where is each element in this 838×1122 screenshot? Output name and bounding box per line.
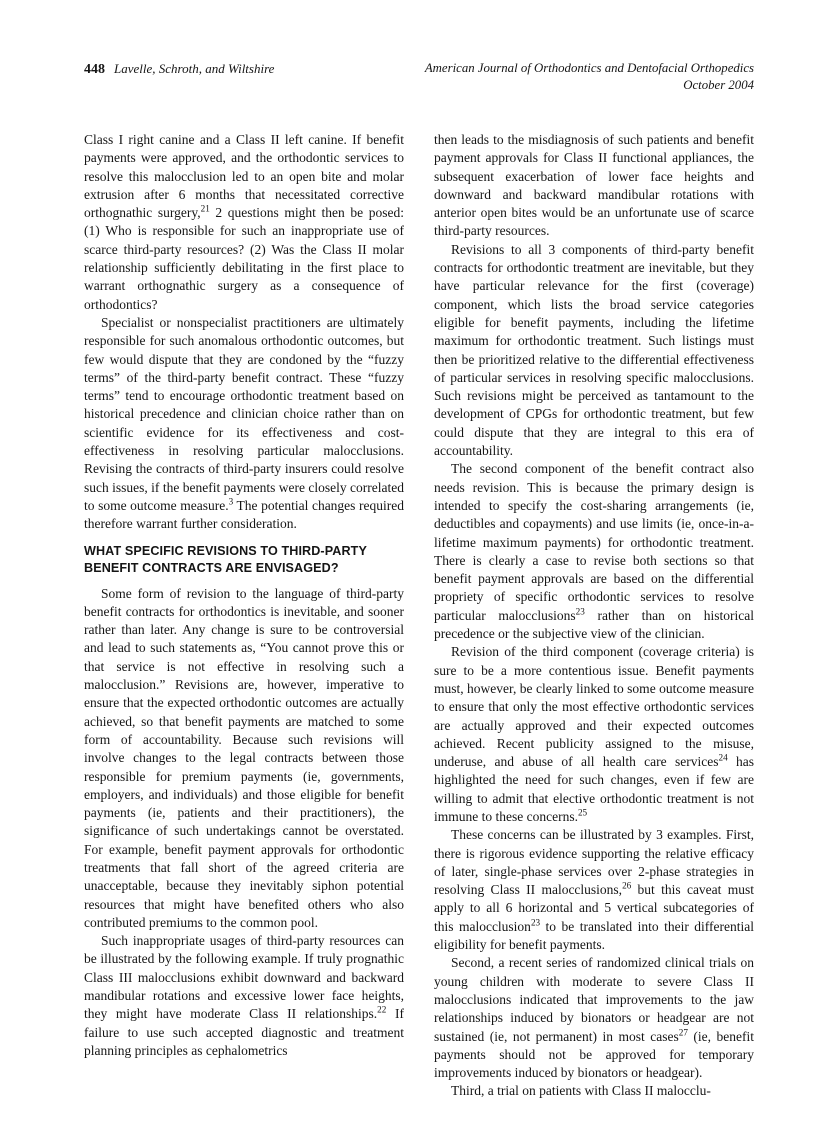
paragraph: The second component of the benefit contract also needs revision. This is because the primary design is intended to specify the cost-sharing arrangements (ie, deductibles and copayments) and use limits (ie, once-in-a-lifetime maximum payments) for orthodontic treatment. There is clearly a case to revise both sections so that benefit payment approvals are based on the differential propriety of specific orthodontic services to resolve particular malocclusions$^{23}$ rather than on historical precedence or the subjective view of the clinician.: [434, 461, 754, 642]
page-number: 448: [84, 62, 105, 77]
reference-superscript: 25: [577, 807, 588, 818]
journal-date: October 2004: [683, 78, 754, 92]
journal-name: American Journal of Orthodontics and Dentofacial Orthopedics: [424, 61, 754, 75]
reference-superscript: 21: [200, 203, 210, 214]
running-authors: Lavelle, Schroth, and Wiltshire: [114, 61, 275, 76]
paragraph: Class I right canine and a Class II left canine. If benefit payments were approved, and the orthodontic services to resolve this malocclusion led to an open bite and molar extrusion after 6 months that necessitated corrective orthognathic surgery,$^{21}$ 2 questions might then be posed: (1) Who is responsible for such an inappropriate use of scarce third-party resources? (2) Was the Class II molar relationship sufficiently debilitating in the first place to warrant orthognathic surgery as a consequence of orthodontics?: [84, 132, 405, 312]
paragraph: Some form of revision to the language of third-party benefit contracts for orthodontics is inevitable, and sooner rather than later. Any change is sure to be controversial and lead to such statements as, “You cannot prove this or that service is not effective in resolving such a malocclusion.” Revisions are, however, imperative to ensure that the expected orthodontic outcomes are actually achieved, so that benefit payments are matched to some form of accountability. Because such revisions will involve changes to the legal contracts between those responsible for premium payments (ie, governments, employers, and individuals) and those eligible for benefit payments (ie, patients and their practitioners), the significance of such undertakings cannot be overstated. For example, benefit payment approvals for orthodontic treatments that fall short of the agreed criteria are unacceptable, because they inevitably siphon potential resources that might have benefited others who also contributed premiums to the common pool.: [84, 585, 404, 930]
paragraph: Third, a trial on patients with Class II malocclu-: [451, 1083, 711, 1099]
article-body: [84, 131, 754, 1101]
right-column: [434, 131, 754, 1101]
reference-superscript: 26: [622, 880, 632, 891]
left-column: [84, 131, 404, 1101]
running-head-left: [84, 60, 274, 78]
running-head-right: [425, 60, 754, 94]
paragraph: Second, a recent series of randomized clinical trials on young children with moderate to severe Class II malocclusions indicated that improvements to the jaw relationships induced by bionators or headgear are not sustained (ie, not permanent) in most cases$^{27}$ (ie, benefit payments should not be approved for temporary improvements induced by bionators or headgear).: [434, 955, 754, 1081]
reference-superscript: 23: [530, 917, 541, 928]
paragraph: Revisions to all 3 components of third-party benefit contracts for orthodontic treatment are inevitable, but they have particular relevance for the first (coverage) component, which lists the broad service categories eligible for benefit payments, including the lifetime maximum for orthodontic treatment. Such listings must then be prioritized relative to the differential effectiveness of particular services in resolving specific malocclusions. Such revisions might be perceived as tantamount to the development of CPGs for orthodontic treatment, but few could dispute that they are integral to this era of accountability.: [434, 241, 754, 459]
reference-superscript: 27: [678, 1027, 688, 1038]
reference-superscript: 24: [718, 752, 728, 763]
paragraph: then leads to the misdiagnosis of such patients and benefit payment approvals for Class II functional appliances, the subsequent exacerbation of lower face heights and downward and backward mandibular rotations with anterior open bites would be an unfortunate use of scarce third-party resources.: [434, 132, 754, 239]
paragraph: Revision of the third component (coverage criteria) is sure to be a more contentious issue. Benefit payments must, however, be clearly linked to some outcome measure to ensure that only the most effective orthodontic services are actually approved and their expected outcomes achieved. Recent publicity assigned to the misuse, underuse, and abuse of all health care services$^{24}$ has highlighted the need for such changes, even if few are willing to admit that elective orthodontic treatment is not immune to these concerns.$^{25}$: [434, 644, 755, 824]
paragraph: Specialist or nonspecialist practitioners are ultimately responsible for such anomalous orthodontic outcomes, but few would dispute that they are condoned by the “fuzzy terms” of the third-party benefit contract. These “fuzzy terms” tend to encourage orthodontic treatment based on historical precedence and clinician choice rather than on scientific evidence for its effectiveness and cost-effectiveness in resolving particular malocclusions. Revising the contracts of third-party insurers could resolve such issues, if the benefit payments were closely correlated to some outcome measure.$^3$ The potential changes required therefore warrant further consideration.: [84, 314, 404, 532]
section-heading: WHAT SPECIFIC REVISIONS TO THIRD-PARTY BENEFIT CONTRACTS ARE ENVISAGED?: [84, 543, 367, 575]
paragraph: Such inappropriate usages of third-party resources can be illustrated by the following example. If truly prognathic Class III malocclusions exhibit downward and backward mandibular rotations and excessive lower face heights, they might have moderate Class II relationships.$^{22}$ If failure to use such accepted diagnostic and treatment planning principles as cephalometrics: [84, 933, 405, 1058]
reference-superscript: 3: [228, 496, 234, 507]
paragraph: These concerns can be illustrated by 3 examples. First, there is rigorous evidence supporting the relative efficacy of later, single-phase services over 2-phase strategies in resolving Class II malocclusions,$^{26}$ but this caveat must apply to all 6 horizontal and 5 vertical subcategories of this malocclusion$^{23}$ to be translated into their differential eligibility for benefit payments.: [434, 827, 754, 953]
page-header: [84, 60, 754, 94]
reference-superscript: 22: [377, 1004, 387, 1015]
reference-superscript: 23: [575, 606, 585, 617]
